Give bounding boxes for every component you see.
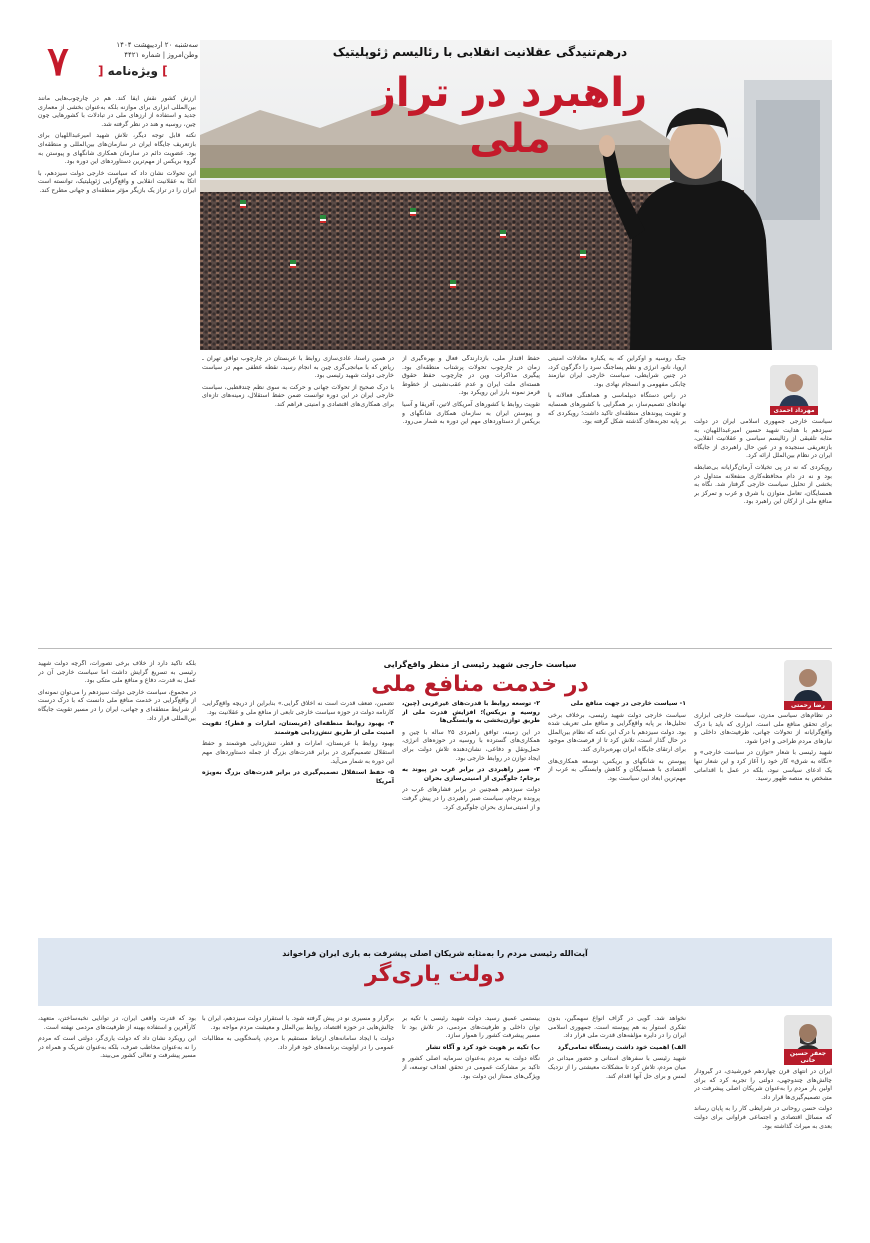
author-name: جعفر حسین خانی [784, 1049, 832, 1065]
bottom-author-photo [784, 1015, 832, 1063]
lead-column-left: ارزش کشور نقش ایفا کند. هم در چارچوب‌هایی مانند بین‌المللی ابزاری برای موازنه بلکه به‌عنوان بخشی از معماری جدید و استفاده از ارزهای ملی در تبادلات با کشورهایی چون چین، روسیه و هند در نظر گرفته شد. نکته قابل توجه دیگر، تلاش شهید امیرعبداللهیان برای بازتعریف جایگاه ایران در سازمان‌های بین‌المللی و منطقه‌ای بود. عضویت دائم در سازمان همکاری شانگهای و پیوستن به گروه بریکس از مهم‌ترین دستاوردهای این دوره بود. این تحولات نشان داد که سیاست خارجی دولت سیزدهم، با اتکا به عقلانیت انقلابی و واقع‌گرایی ژئوپلیتیک، توانسته است ایران را در تراز یک بازیگر مؤثر منطقه‌ای و جهانی مطرح کند. [38, 95, 196, 194]
author-name: مهرداد احمدی [770, 406, 818, 415]
section-divider [38, 648, 832, 649]
page-number: ۷ [47, 38, 69, 85]
issue-line: وطن‌امروز | شماره ۴۴۲۱ [124, 51, 198, 59]
bottom-column-left: بود که قدرت واقعی ایران، در توانایی نخبه‌ساختن، متعهد، کارآفرین و استفاده بهینه از ظرفیت‌های مردمی نهفته است. این رویکرد نشان داد که دولت یاری‌گر، دولتی است که مردم را نه به‌عنوان مخاطب صرف، بلکه به‌عنوان شریک و همراه در مسیر پیشرفت و تعالی کشور می‌بیند. [38, 1015, 196, 1060]
bottom-column-2: نخواهد شد. گویی در گزاف انواع سهمگین، بدون تفکری استوار به هم پیوسته است. جمهوری اسلامی ایران را در دایره مؤلفه‌های قدرت ملی قرار داد. الف) اهمیت خود داشت زیستگاه تمامی‌گرد شهید رئیسی با سفرهای استانی و حضور میدانی در میان مردم، تلاش کرد تا مشکلات معیشتی را از نزدیک لمس و برای حل آنها اقدام کند. [548, 1015, 686, 1080]
bottom-column-4: برگزار و مسیری نو در پیش گرفته شود. با استقرار دولت سیزدهم، ایران با چالش‌هایی در حوزه اقتصاد، روابط بین‌الملل و معیشت مردم مواجه بود. دولت با ایجاد سامانه‌های ارتباط مستقیم با مردم، پاسخگویی به مطالبات عمومی را در اولویت برنامه‌های خود قرار داد. [202, 1015, 394, 1051]
bottom-headline: دولت یاری‌گر [364, 962, 505, 987]
author-photo [770, 365, 818, 413]
bottom-column-1: ایران در انتهای قرن چهاردهم خورشیدی، در گیرودار چالش‌های چندوجهی، دولتی را تجربه کرد که برای اولین بار مردم را به‌عنوان شریکان اصلی پیشرفت در متن تصمیم‌گیری‌ها قرار داد. دولت حسن روحانی در شرایطی کار را به پایان رساند که مسائل اقتصادی و اجتماعی فراوانی برای دولت بعدی به میراث گذاشته بود. [694, 1068, 832, 1130]
lead-headline: راهبرد در تراز ملی [372, 70, 648, 162]
mid-column-1: در نظام‌های سیاسی مدرن، سیاست خارجی ابزاری برای تحقق منافع ملی است. ابزاری که باید با درک واقع‌گرایانه از تحولات جهانی، ظرفیت‌های داخلی و نیازهای مردم طراحی و اجرا شود. شهید رئیسی با شعار «توازن در سیاست خارجی» و «نگاه به شرق» کار خود را آغاز کرد و این شعار تنها یک ادعای سیاسی نبود، بلکه در عمل با اقداماتی مشخص به منصه ظهور رسید. [694, 712, 832, 783]
mid-column-3: ۲- توسعه روابط با قدرت‌های غیرغربی (چین، روسیه و بریکس)؛ افزایش قدرت ملی از طریق توازن‌بخشی به وابستگی‌ها در این زمینه، توافق راهبردی ۲۵ ساله با چین و همکاری‌های گسترده با روسیه در حوزه‌های انرژی، حمل‌ونقل و دفاعی، نشان‌دهنده تلاش دولت برای ایجاد توازن در روابط خارجی بود. ۳- صبر راهبردی در برابر غرب در پیوند به برجام؛ جلوگیری از امنیتی‌سازی بحران دولت سیزدهم همچنین در برابر فشارهای غرب در پرونده برجام، سیاست صبر راهبردی را در پیش گرفت و از امنیتی‌سازی بحران جلوگیری کرد. [402, 700, 540, 811]
mid-headline: در خدمت منافع ملی [371, 672, 589, 697]
date-issue [86, 40, 198, 60]
mid-author-photo [784, 660, 832, 708]
lead-column-4: در همین راستا، عادی‌سازی روابط با عربستان در چارچوب توافق تهران ـ ریاض که با میانجی‌گری چین به انجام رسید، نقطه عطفی مهم در سیاست خارجی دولت شهید رئیسی بود. با درک صحیح از تحولات جهانی و حرکت به سوی نظم چندقطبی، سیاست خارجی ایران در این دوره توانست ضمن حفظ استقلال، زمینه‌های تازه‌ای برای همکاری‌های اقتصادی و امنیتی فراهم کند. [202, 355, 394, 408]
mid-column-4: تضمین، ضعف قدرت است نه اخلاق گرایی.» بنابراین از دریچه واقع‌گرایی، کارنامه دولت در حوزه سیاست خارجی تابعی از منافع ملی و عقلانیت بود. ۴- بهبود روابط منطقه‌ای (عربستان، امارات و قطر)؛ تقویت امنیت ملی از طریق تنش‌زدایی هوشمند بهبود روابط با عربستان، امارات و قطر، تنش‌زدایی هوشمند و حفظ استقلال تصمیم‌گیری در برابر قدرت‌های بزرگ از جمله دستاوردهای مهم این دوره به شمار می‌آید. ۵- حفظ استقلال تصمیم‌گیری در برابر قدرت‌های بزرگ به‌ویژه آمریکا [202, 700, 394, 785]
author-name: رضا رحمتی [784, 701, 832, 710]
mid-column-2: ۱- سیاست خارجی در جهت منافع ملی سیاست خارجی دولت شهید رئیسی، برخلاف برخی تحلیل‌ها، بر پایه واقع‌گرایی و منافع ملی تعریف شده بود. دولت سیزدهم با درک این نکته که نظام بین‌الملل در حال گذار است، تلاش کرد تا از فرصت‌های موجود برای ارتقای جایگاه ایران بهره‌برداری کند. پیوستن به شانگهای و بریکس، توسعه همکاری‌های اقتصادی با همسایگان و کاهش وابستگی به غرب از مهم‌ترین ابعاد این سیاست بود. [548, 700, 686, 782]
bottom-column-3: بیستمی عمیق رسید. دولت شهید رئیسی با تکیه بر توان داخلی و ظرفیت‌های مردمی، در تلاش بود تا مسیر پیشرفت کشور را هموار سازد. ب) تکیه بر هویت خود کرد و آگاه تشار نگاه دولت به مردم به‌عنوان سرمایه اصلی کشور و تاکید بر مشارکت عمومی در تحقق اهداف توسعه، از ویژگی‌های ممتاز این دولت بود. [402, 1015, 540, 1080]
lead-column-3: حفظ اقتدار ملی، بازدارندگی فعال و بهره‌گیری از زمان در چارچوب تحولات پرشتاب منطقه‌ای بود. پیگیری مذاکرات وین در چارچوب حفظ حقوق هسته‌ای ملت ایران و عدم عقب‌نشینی از خطوط قرمز نمونه بارز این رویکرد بود. تقویت روابط با کشورهای آمریکای لاتین، آفریقا و آسیا و پیوستن ایران به سازمان همکاری شانگهای و بریکس از دستاوردهای مهم این دوره به شمار می‌رود. [402, 355, 540, 426]
lead-column-2: جنگ روسیه و اوکراین که به یکباره معادلات امنیتی اروپا، ناتو، انرژی و نظم پساجنگ سرد را دگرگون کرد، در چنین شرایطی، سیاست خارجی ایران نیازمند چابکی مفهومی و انسجام نهادی بود. در راس دستگاه دیپلماسی و هماهنگی فعالانه با نهادهای تصمیم‌ساز، بر همگرایی با کشورهای همسایه و تقویت پیوندهای منطقه‌ای تاکید داشت؛ رویکردی که بر پایه تجربه‌های گذشته شکل گرفته بود. [548, 355, 686, 426]
speaker-figure [630, 180, 772, 350]
lead-kicker: درهم‌تنیدگی عقلانیت انقلابی با رئالیسم ژئوپلیتیک [332, 45, 628, 59]
bottom-kicker: آیت‌الله رئیسی مردم را به‌مثابه شریکان اصلی پیشرفت به یاری ایران فراخواند [282, 949, 588, 958]
masthead [38, 38, 198, 86]
section-label: ] ویژه‌نامه [ [98, 64, 168, 78]
lead-column-1: سیاست خارجی جمهوری اسلامی ایران در دولت سیزدهم با هدایت شهید حسین امیرعبداللهیان، به مثابه تلفیقی از رئالیسم سیاسی و عقلانیت انقلابی، بازتعریفی سنجیده و در عین حال راهبردی از جایگاه ایران در نظام بین‌الملل ارائه کرد. رویکردی که نه در پی تخیلات آرمان‌گرایانه بی‌ضابطه بود و نه در دام محافظه‌کاری منفعلانه متداول در بخشی از تحلیل سیاست خارجی گرفتار شد. نگاه به همسایگان، تعامل متوازن با شرق و غرب و تمرکز بر منافع ملی از ارکان این راهبرد بود. [694, 418, 832, 506]
date-line: سه‌شنبه ۲۰ اردیبهشت ۱۴۰۴ [116, 41, 198, 49]
mid-column-left: بلکه تاکید دارد از خلاف برخی تصورات، اگرچه دولت شهید رئیسی به تسریع گرایش داشت اما سیاست خارجی آن در عمل به قدرت، دفاع و منافع ملی متکی بود. در مجموع، سیاست خارجی دولت سیزدهم را می‌توان نمونه‌ای از واقع‌گرایی در خدمت منافع ملی دانست که با درک درست از شرایط منطقه‌ای و جهانی، ایران را در مسیر تقویت جایگاه بین‌المللی قرار داد. [38, 660, 196, 722]
mid-kicker: سیاست خارجی شهید رئیسی از منظر واقع‌گرایی [383, 660, 577, 669]
